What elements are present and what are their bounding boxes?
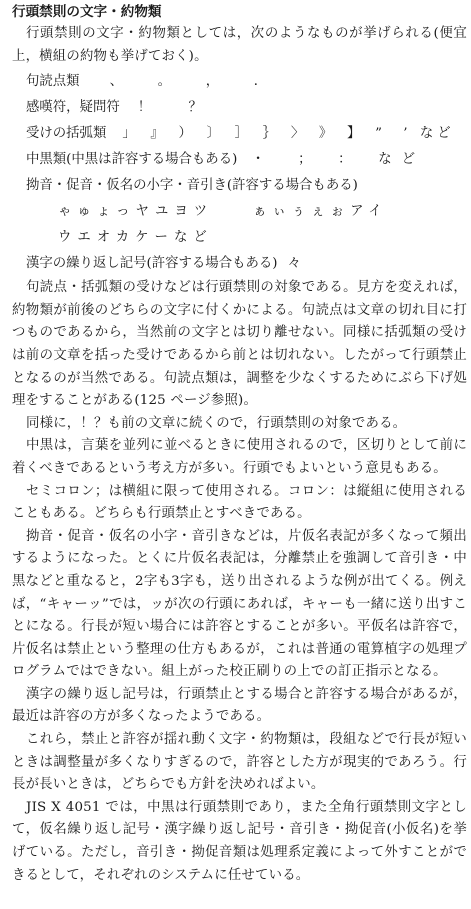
list-item-closing-brackets (12, 121, 467, 147)
list-item-chars: ！ ？ (137, 100, 214, 116)
small-kana-more: ウエオカケーなど (58, 230, 213, 246)
body-paragraph: セミコロン；は横組に限って使用される。コロン：は縦組に使用されることもある。どちらも行頭禁止とすべきである。 (12, 483, 467, 522)
list-item-chars: 」 』 ） 〕 ］ ｝ 〉 》 】 ” ’ など (122, 126, 455, 142)
list-item-chars: 、 。 ， ． (109, 74, 282, 90)
small-kana-line-2 (12, 225, 467, 251)
list-item-label: 句読点類 (26, 74, 80, 90)
list-item-label: 漢字の繰り返し記号(許容する場合もある) (26, 256, 278, 272)
character-list (12, 69, 467, 277)
section-heading: 行頭禁則の文字・約物類 (12, 4, 162, 20)
body-paragraph: 漢字の繰り返し記号は，行頭禁止とする場合と許容する場合があるが，最近は許容の方が多くなったようである。 (12, 686, 467, 725)
list-item-label: 拗音・促音・仮名の小字・音引き(許容する場合もある) (26, 178, 358, 194)
body-paragraph: 同様に，！？も前の文章に続くので，行頭禁則の対象である。 (26, 415, 407, 431)
body-paragraph: これら，禁止と許容が揺れ動く文字・約物類は，段組などで行長が短いときは調整量が多くなりすぎるので，許容とした方が現実的であろう。行長が長いときは，どちらでも方針を決めればよい。 (12, 732, 467, 793)
list-item-exclamation (12, 95, 467, 121)
list-item-label: 受けの括弧類 (26, 126, 107, 142)
list-item-middle-dots (12, 147, 467, 173)
body-paragraph: 拗音・促音・仮名の小字・音引きなどは，片仮名表記が多くなって頻出するようになった。とくに片仮名表記は，分離禁止を強調して音引き・中黒などと重なると，2字も3字も，送り出されるような例が出てくる。例えば，“キャーッ”では，ッが次の行頭にあれば，キャーも一緒に送り出すことになる。行長が短い場合には許容とすることが多い。平仮名は許容で，片仮名は禁止という整理の仕方もあるが，これは普通の電算植字の処理プログラムではできない。組上がった校正刷りの上での訂正指示となる。 (12, 528, 467, 680)
list-item-chars: ・ ； ： など (251, 152, 426, 168)
list-item-punctuation (12, 69, 467, 95)
list-item-label: 感嘆符，疑問符 (26, 100, 120, 116)
intro-paragraph: 行頭禁則の文字・約物類としては，次のようなものが挙げられる(便宜上，横組の約物も挙げておく)。 (12, 26, 467, 64)
list-item-chars: 々 (287, 256, 306, 272)
body-paragraph: 句読点・括弧類の受けなどは行頭禁則の対象である。見方を変えれば，約物類が前後のどちらの文字に付くかによる。句読点は文章の切れ目に打つものであるから，当然前の文字とは切り離せない。同様に括弧類の受けは前の文章を括った受けであるから前とは切れない。したがって行頭禁止となるのが当然である。句読点類は，調整を少なくするためにぶら下げ処理をすることがある(125 ページ参照)。 (12, 280, 467, 409)
small-kana-right: ぁぃぅぇぉアイ (253, 204, 388, 220)
body-paragraph: 中黒は，言葉を並列に並べるときに使用されるので，区切りとして前に着くべきであるという考え方が多い。行頭でもよいという意見もある。 (12, 438, 467, 476)
body-paragraph: JIS X 4051 では，中黒は行頭禁則であり，また全角行頭禁則文字として，仮名繰り返し記号・漢字繰り返し記号・音引き・拗促音(小仮名)を挙げている。ただし，音引き・拗促音類は処理系定義によって外すことができるとして，それぞれのシステムに任せている。 (12, 799, 467, 883)
list-item-label: 中黒類(中黒は許容する場合もある) (26, 152, 238, 168)
list-item-kanji-repeat (12, 251, 467, 277)
small-kana-line-1 (12, 199, 467, 225)
small-kana-left: ゃゅょっヤユヨツ (58, 204, 214, 220)
list-item-small-kana (12, 173, 467, 199)
